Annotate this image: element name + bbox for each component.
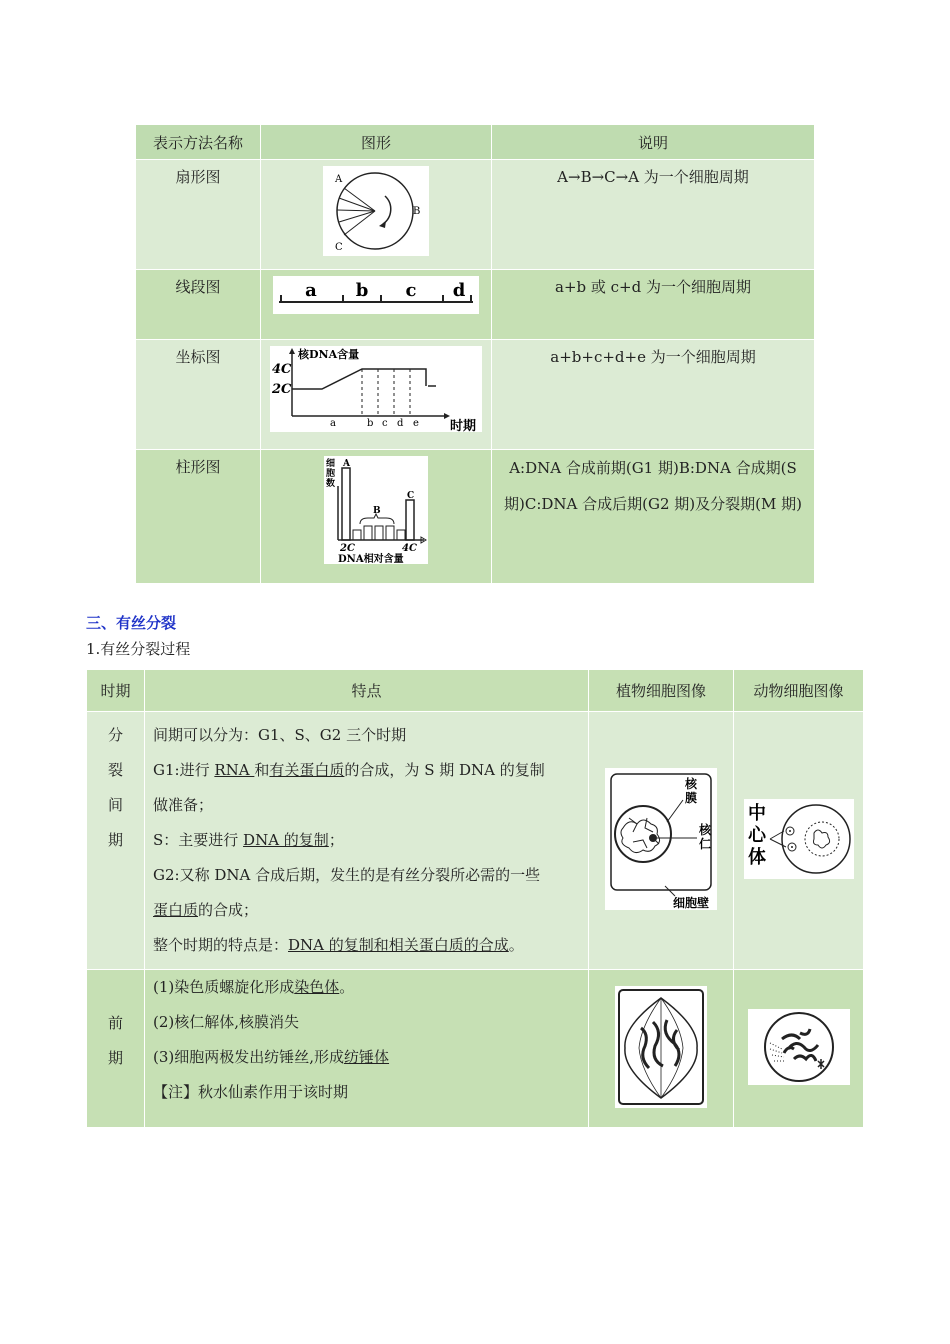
bar-label-a: A [343, 459, 350, 469]
coord-ylabel: 核DNA含量 [298, 348, 360, 361]
coordinate-chart-figure [270, 346, 482, 432]
segment-chart-figure [273, 276, 479, 314]
underlined-term: 染色体 [294, 978, 340, 996]
text: (1)染色质螺旋化形成 [153, 978, 295, 996]
animal-interphase-figure [744, 799, 854, 879]
coord-tick-e: e [413, 418, 419, 429]
text: 。 [508, 936, 524, 954]
fan-chart-figure [323, 166, 429, 256]
bar-xlabel: DNA相对含量 [338, 554, 404, 564]
cell-cycle-representation-table [135, 124, 815, 584]
fan-label-c: C [335, 242, 343, 253]
plant-interphase-figure [605, 768, 717, 910]
row-name: 柱形图 [136, 450, 261, 584]
section-title: 三、有丝分裂 [86, 614, 177, 632]
feature-line: G2:又称 DNA 合成后期，发生的是有丝分裂所必需的一些 [153, 866, 541, 884]
bar-x4: 4C [402, 543, 417, 554]
mitosis-process-table [86, 669, 864, 1128]
fan-label-a: A [335, 174, 343, 185]
feature-line [153, 893, 580, 928]
header-desc: 说明 [492, 125, 815, 160]
row-desc: a+b+c+d+e 为一个细胞周期 [492, 340, 815, 450]
interphase-features [145, 712, 589, 970]
underlined-term: DNA 的复制和相关蛋白质的合成 [288, 936, 509, 954]
bar-x2: 2C [340, 543, 355, 554]
underlined-term: 蛋白质 [153, 901, 199, 919]
text: G1:进行 [153, 761, 215, 779]
text: 。 [339, 978, 355, 996]
seg-label-c: c [405, 280, 417, 301]
text: 的合成，为 S 期 DNA 的复制 [344, 761, 545, 779]
row-name: 扇形图 [136, 160, 261, 270]
animal-label-centrosome: 中心体 [747, 802, 766, 868]
coord-tick-d: d [397, 418, 404, 429]
plant-interphase-cell [589, 712, 734, 970]
header-plant: 植物细胞图像 [589, 670, 734, 712]
coordinate-chart-cell [261, 340, 492, 450]
coord-tick-b: b [367, 418, 374, 429]
text: (3)细胞两极发出纺锤丝,形成 [153, 1048, 345, 1066]
row-name: 线段图 [136, 270, 261, 340]
animal-prophase-cell [734, 970, 864, 1128]
underlined-term: 有关蛋白质 [269, 761, 345, 779]
feature-line: 间期可以分为：G1、S、G2 三个时期 [153, 726, 407, 744]
coord-y2: 2C [272, 382, 292, 397]
feature-line: (2)核仁解体,核膜消失 [153, 1013, 300, 1031]
text: 整个时期的特点是： [153, 936, 289, 954]
seg-label-a: a [305, 280, 317, 301]
header-figure: 图形 [261, 125, 492, 160]
stage-char: 前 [107, 1014, 123, 1032]
text: 和 [254, 761, 270, 779]
feature-line [153, 753, 580, 788]
header-method: 表示方法名称 [136, 125, 261, 160]
stage-char: 期 [107, 831, 123, 849]
bar-label-c: C [407, 491, 415, 501]
feature-line [153, 823, 580, 858]
coord-tick-c: c [382, 418, 388, 429]
text: 的合成； [198, 901, 259, 919]
fan-label-b: B [413, 206, 421, 217]
plant-label-wall: 细胞壁 [673, 895, 710, 910]
feature-line [153, 970, 580, 1005]
plant-label-nucleolus: 核仁 [699, 822, 712, 851]
coord-y4: 4C [272, 362, 292, 377]
header-feature: 特点 [145, 670, 589, 712]
bar-chart-figure [324, 456, 428, 564]
prophase-features [145, 970, 589, 1128]
row-desc: A:DNA 合成前期(G1 期)B:DNA 合成期(S 期)C:DNA 合成后期(G2 期)及分裂期(M 期) [492, 450, 815, 584]
animal-prophase-figure [748, 1009, 850, 1085]
stage-prophase [87, 970, 145, 1128]
seg-label-b: b [355, 280, 369, 301]
bar-label-b: B [373, 506, 381, 516]
row-name: 坐标图 [136, 340, 261, 450]
animal-interphase-cell [734, 712, 864, 970]
header-stage: 时期 [87, 670, 145, 712]
stage-char: 期 [107, 1049, 123, 1067]
underlined-term: RNA [214, 761, 255, 779]
plant-prophase-cell [589, 970, 734, 1128]
feature-line [153, 928, 580, 963]
plant-prophase-figure [615, 986, 707, 1108]
bar-ylabel: 细胞数 [326, 459, 336, 489]
coord-xlabel: 时期 [450, 419, 477, 432]
underlined-term: 纺锤体 [344, 1048, 390, 1066]
coord-tick-a: a [330, 418, 336, 429]
stage-char: 分 [107, 726, 123, 744]
plant-label-membrane: 核膜 [685, 776, 698, 805]
section-subtitle: 1.有丝分裂过程 [86, 640, 191, 658]
underlined-term: DNA 的复制 [243, 831, 329, 849]
header-animal: 动物细胞图像 [734, 670, 864, 712]
row-desc: a+b 或 c+d 为一个细胞周期 [492, 270, 815, 340]
feature-line: 【注】秋水仙素作用于该时期 [153, 1083, 349, 1101]
feature-line [153, 1040, 580, 1075]
stage-interphase [87, 712, 145, 970]
stage-char: 裂 [107, 761, 123, 779]
seg-label-d: d [452, 280, 466, 301]
stage-char: 间 [107, 796, 123, 814]
bar-chart-cell [261, 450, 492, 584]
row-desc: A→B→C→A 为一个细胞周期 [492, 160, 815, 270]
text: S：主要进行 [153, 831, 244, 849]
segment-chart-cell [261, 270, 492, 340]
text: ； [328, 831, 344, 849]
feature-line: 做准备； [153, 796, 214, 814]
fan-chart-cell [261, 160, 492, 270]
